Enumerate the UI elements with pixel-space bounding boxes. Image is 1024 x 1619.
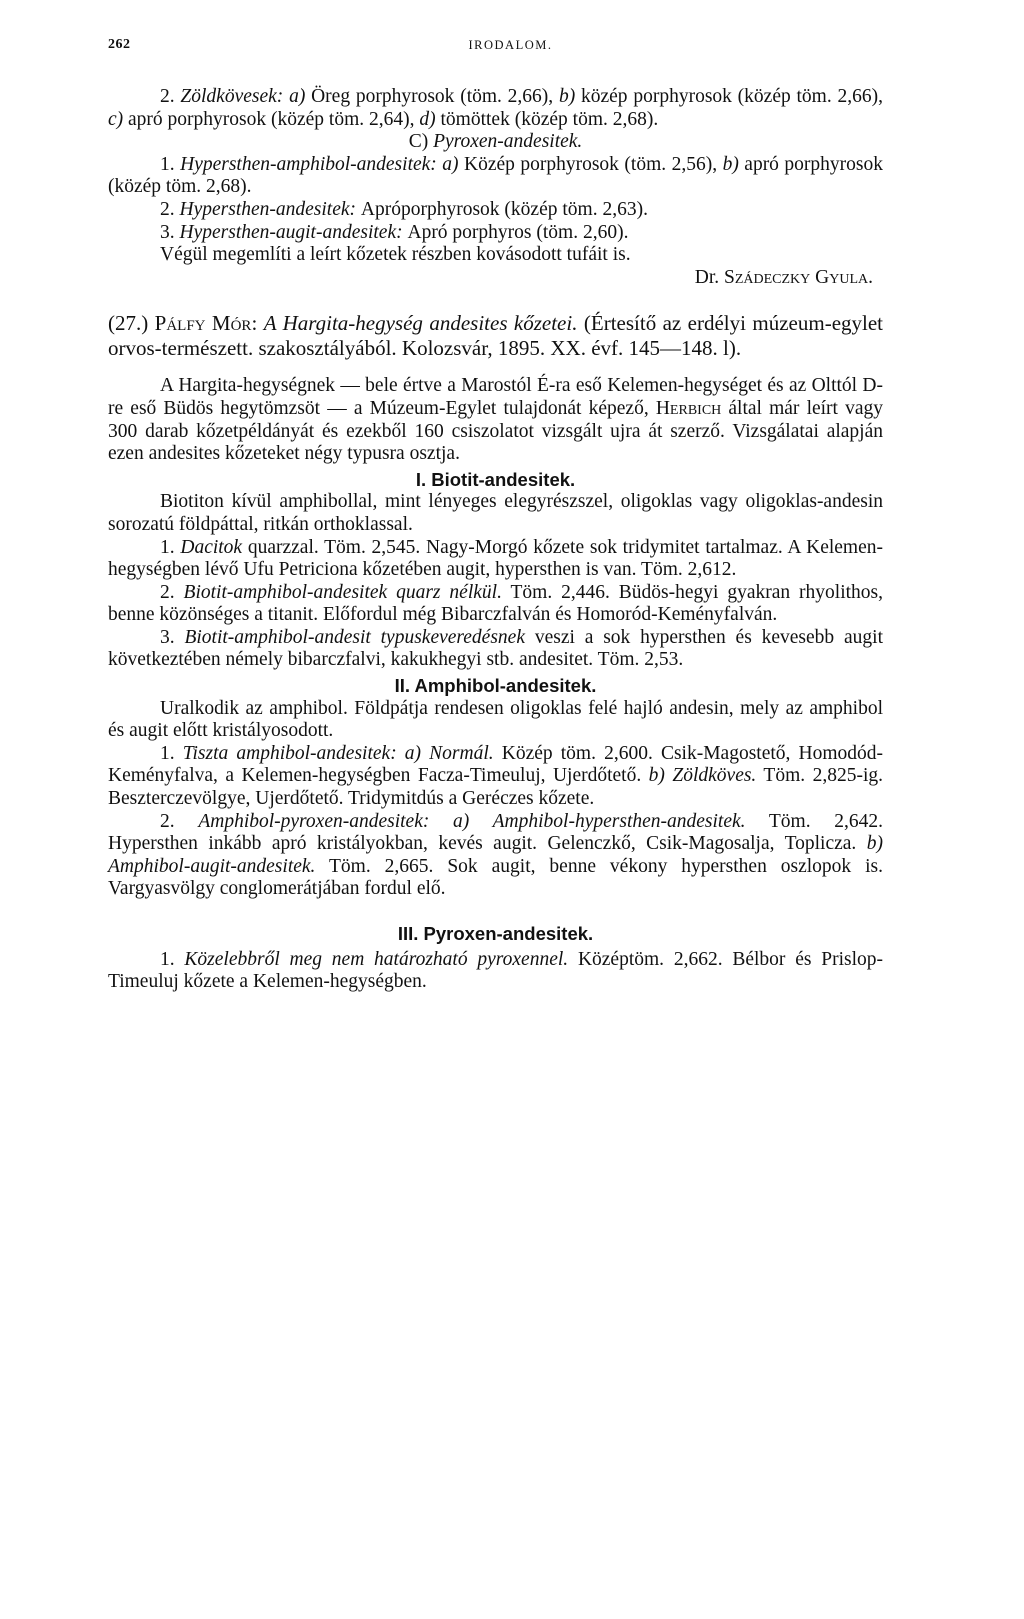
closing-sentence: Végül megemlíti a leírt kőzetek részben kovásodott tufáit is. bbox=[160, 244, 631, 266]
item-hypersthen-augit: 3. Hypersthen-augit-andesitek: Apró porphyros (töm. 2,60). bbox=[160, 221, 629, 243]
section-heading-pyroxen: III. Pyroxen-andesitek. bbox=[397, 923, 594, 944]
item-hypersthen-amphibol: 1. Hypersthen-amphibol-andesitek: a) Közép porphyrosok (töm. 2,56), b) apró porphyrosok (közép töm. 2,68). bbox=[108, 153, 883, 198]
intro-paragraph: A Hargita-hegységnek — bele értve a Marostól É-ra eső Kelemen-hegységet és az Olttól D-re eső Büdös hegytömzsöt — a Múzeum-Egylet tulajdonát képező, Herbich által már leírt vagy 300 darab kőzetpéldányát és ezekből 160 csiszolatot vizsgált ujra át szerző. Vizsgálatai alapján ezen andesites kőzeteket négy typusra osztja. bbox=[108, 375, 884, 465]
running-title: IRODALOM. bbox=[468, 38, 553, 52]
item-kozelebbrol: 1. Közelebbről meg nem határozható pyroxennel. Középtöm. 2,662. Bélbor és Prislop-Timeuluj kőzete a Kelemen-hegységben. bbox=[108, 948, 883, 993]
page-header bbox=[108, 34, 883, 56]
subheading-pyroxen: C) Pyroxen-andesitek. bbox=[408, 131, 583, 153]
section-heading-biotit: I. Biotit-andesitek. bbox=[415, 468, 576, 490]
amphibol-paragraph: Uralkodik az amphibol. Földpátja rendesen oligoklas felé hajló andesin, mely az amphibol és augit előtt kristályosodott. bbox=[108, 697, 883, 742]
review-signature: Dr. Szádeczky Gyula. bbox=[694, 266, 873, 288]
item-tiszta-amphibol: 1. Tiszta amphibol-andesitek: a) Normál. Közép töm. 2,600. Csik-Magostető, Homodód-Keményfalva, a Kelemen-hegységben Facza-Timeuluj, Ujerdőtető. b) Zöldköves. Töm. 2,825-ig. Beszterczevölgye, Ujerdőtető. Tridymitdús a Geréczes kőzete. bbox=[108, 742, 884, 810]
biotit-paragraph: Biotiton kívül amphibollal, mint lényeges elegyrészszel, oligoklas vagy oligoklas-andesin sorozatú földpáttal, ritkán orthoklassal. bbox=[108, 491, 883, 535]
item-biotit-amphibol: 2. Biotit-amphibol-andesitek quarz nélkül. Töm. 2,446. Büdös-hegyi gyakran rhyolithos, benne közönséges a titanit. Előfordul még Bibarczfalván és Homoród-Keményfalván. bbox=[108, 581, 884, 626]
reference-entry: (27.) Pálfy Mór: A Hargita-hegység andesites kőzetei. (Értesítő az erdélyi múzeum-egylet orvos-természett. szakosztályából. Kolozsvár, 1895. XX. évf. 145—148. l). bbox=[108, 311, 884, 361]
item-biotit-typuskeveredes: 3. Biotit-amphibol-andesit typuskeveredésnek veszi a sok hypersthen és kevesebb augit következtében némely bibarczfalvi, kakukhegyi stb. andesitet. Töm. 2,53. bbox=[108, 626, 883, 671]
item-hypersthen: 2. Hypersthen-andesitek: Apróporphyrosok (közép töm. 2,63). bbox=[160, 198, 648, 220]
item-dacitok: 1. Dacitok quarzzal. Töm. 2,545. Nagy-Morgó kőzete sok tridymitet tartalmaz. A Kelemen-hegységben lévő Ufu Petriciona kőzetében augit, hypersthen is van. Töm. 2,612. bbox=[108, 536, 883, 581]
section-heading-amphibol: II. Amphibol-andesitek. bbox=[394, 675, 597, 697]
item-amphibol-pyroxen: 2. Amphibol-pyroxen-andesitek: a) Amphibol-hypersthen-andesitek. Töm. 2,642. Hypersthen inkább apró kristályokban, kevés augit. Gelenczkő, Csik-Magosalja, Toplicza. b) Amphibol-augit-andesitek. Töm. 2,665. Sok augit, benne vékony hypersthen oszlopok is. Vargyasvölgy conglomerátjában fordul elő. bbox=[108, 810, 884, 900]
document-page bbox=[108, 34, 883, 994]
page-number: 262 bbox=[108, 37, 131, 52]
item-zoldkovesek: 2. Zöldkövesek: a) Öreg porphyrosok (töm. 2,66), b) közép porphyrosok (közép töm. 2,66), c) apró porphyrosok (közép töm. 2,64), d) tömöttek (közép töm. 2,68). bbox=[108, 86, 883, 130]
